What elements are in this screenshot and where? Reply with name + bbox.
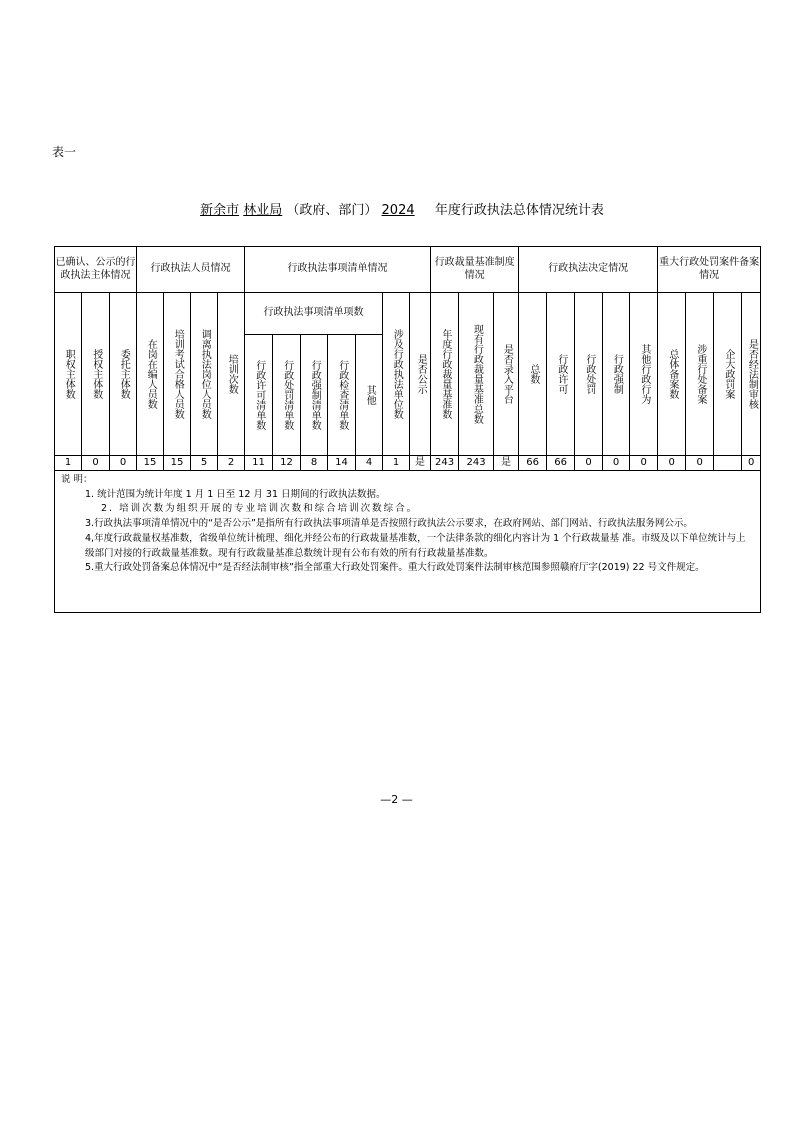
col-header-entrusted-subjects: 委托主体数 <box>118 349 130 399</box>
group-enforcement-items: 行政执法事项清单情况 <box>245 247 431 293</box>
col-header-permit-list: 行政许可清单数 <box>253 360 265 430</box>
cell-value: 是 <box>410 456 431 471</box>
title-dept: 林业局 <box>243 203 283 218</box>
cell-value: 是 <box>494 456 519 471</box>
cell-value: 0 <box>630 456 658 471</box>
cell-value: 11 <box>245 456 273 471</box>
group-discretion-standards: 行政裁量基准制度情况 <box>431 247 519 293</box>
col-header-filing-total: 总体备案数 <box>666 349 678 399</box>
notes-heading: 说 明： <box>61 474 93 485</box>
col-header-inspection-list: 行政检查清单数 <box>336 360 348 430</box>
col-header-enforcement-list: 行政强制清单数 <box>309 360 321 430</box>
cell-value: 0 <box>110 456 137 471</box>
cell-value <box>714 456 742 471</box>
col-header-staff-count: 在岗在编人员数 <box>145 339 157 409</box>
notes-section <box>55 471 761 613</box>
col-header-decisions-enforcement: 行政强制 <box>611 354 623 394</box>
cell-value: 0 <box>603 456 630 471</box>
title-year: 2024 <box>381 203 415 218</box>
cell-value: 15 <box>137 456 164 471</box>
cell-value: 4 <box>356 456 383 471</box>
title-city: 新余市 <box>200 203 240 218</box>
cell-value: 8 <box>301 456 328 471</box>
col-header-penalty-list: 行政处罚清单数 <box>281 360 293 430</box>
note-item: 2. 培训次数为组织开展的专业培训次数和综合培训次数综合。 <box>101 503 419 515</box>
note-item: 5.重大行政处罚备案总体情况中“是否经法制审核”指全部重大行政处罚案件。重大行政处罚案件法制审核范围参照赣府厅字(2019) 22 号文件规定。 <box>85 562 705 574</box>
cell-value: 1 <box>383 456 410 471</box>
title-org: （政府、部门） <box>286 203 378 218</box>
cell-value: 0 <box>658 456 686 471</box>
cell-value: 243 <box>459 456 494 471</box>
group-enforcement-personnel: 行政执法人员情况 <box>137 247 245 293</box>
col-header-decisions-permit: 行政许可 <box>555 354 567 394</box>
col-header-transferred-staff: 调离执法岗位人员数 <box>199 329 211 419</box>
col-header-other-list: 其他 <box>364 385 376 405</box>
col-header-decisions-penalty: 行政处罚 <box>583 354 595 394</box>
table-label: 表一 <box>52 145 77 159</box>
col-header-filing-involved: 涉重行处备案 <box>694 344 706 404</box>
col-header-trained-qualified: 培训考试合格人员数 <box>172 329 184 419</box>
title-rest: 年度行政执法总体情况统计表 <box>434 203 604 218</box>
page-number: —2 — <box>380 793 413 806</box>
col-header-training-sessions: 培训次数 <box>226 354 238 394</box>
cell-value: 66 <box>547 456 575 471</box>
group-enforcement-decisions: 行政执法决定情况 <box>519 247 658 293</box>
cell-value: 15 <box>164 456 191 471</box>
group-major-penalty-filing: 重大行政处罚案件备案情况 <box>658 247 761 293</box>
col-header-annual-standards: 年度行政裁量基准数 <box>439 329 451 419</box>
cell-value: 2 <box>218 456 245 471</box>
cell-value: 1 <box>55 456 82 471</box>
note-item: 1. 统计范围为统计年度 1 月 1 日至 12 月 31 日期间的行政执法数据。 <box>85 488 386 500</box>
cell-value: 5 <box>191 456 218 471</box>
col-header-decisions-other: 其他行政行为 <box>638 344 650 404</box>
page-title <box>52 199 752 218</box>
col-header-filing-enterprise: 企大政罚案 <box>722 349 734 399</box>
cell-value: 0 <box>575 456 603 471</box>
cell-value: 243 <box>431 456 459 471</box>
note-item: 3.行政执法事项清单情况中的“是否公示”是指所有行政执法事项清单是否按照行政执法公示要求，在政府网站、部门网站、行政执法服务网公示。 <box>85 518 693 530</box>
col-header-entered-platform: 是否录入平台 <box>501 344 513 404</box>
cell-value: 14 <box>328 456 356 471</box>
cell-value: 66 <box>519 456 547 471</box>
col-header-decisions-total: 总数 <box>527 364 539 384</box>
col-header-total-standards: 现有行政裁量基准总数 <box>471 324 483 424</box>
subheader-item-list-count: 行政执法事项清单项数 <box>245 293 383 335</box>
cell-value: 0 <box>82 456 110 471</box>
cell-value: 0 <box>686 456 714 471</box>
col-header-legal-review: 是否经法制审核 <box>746 339 758 409</box>
group-enforcement-subjects: 已确认、公示的行政执法主体情况 <box>55 247 137 293</box>
cell-value: 12 <box>273 456 301 471</box>
col-header-authority-subjects: 职权主体数 <box>63 349 75 399</box>
cell-value: 0 <box>742 456 761 471</box>
col-header-publicized: 是否公示 <box>415 354 427 394</box>
col-header-authorized-subjects: 授权主体数 <box>90 349 102 399</box>
note-item: 4,年度行政裁量权基准数，省级单位统计梳理、细化并经公布的行政裁量基准数，一个法律条款的细化内容计为 1 个行政裁量基 准。市级及以下单位统计与上级部门对接的行政裁量基准数。现有行政裁量基准总数统计现有公布有效的所有行政裁量基准数。 <box>85 532 746 559</box>
statistics-table <box>54 246 761 613</box>
col-header-involved-units: 涉及行政执法单位数 <box>391 329 403 419</box>
